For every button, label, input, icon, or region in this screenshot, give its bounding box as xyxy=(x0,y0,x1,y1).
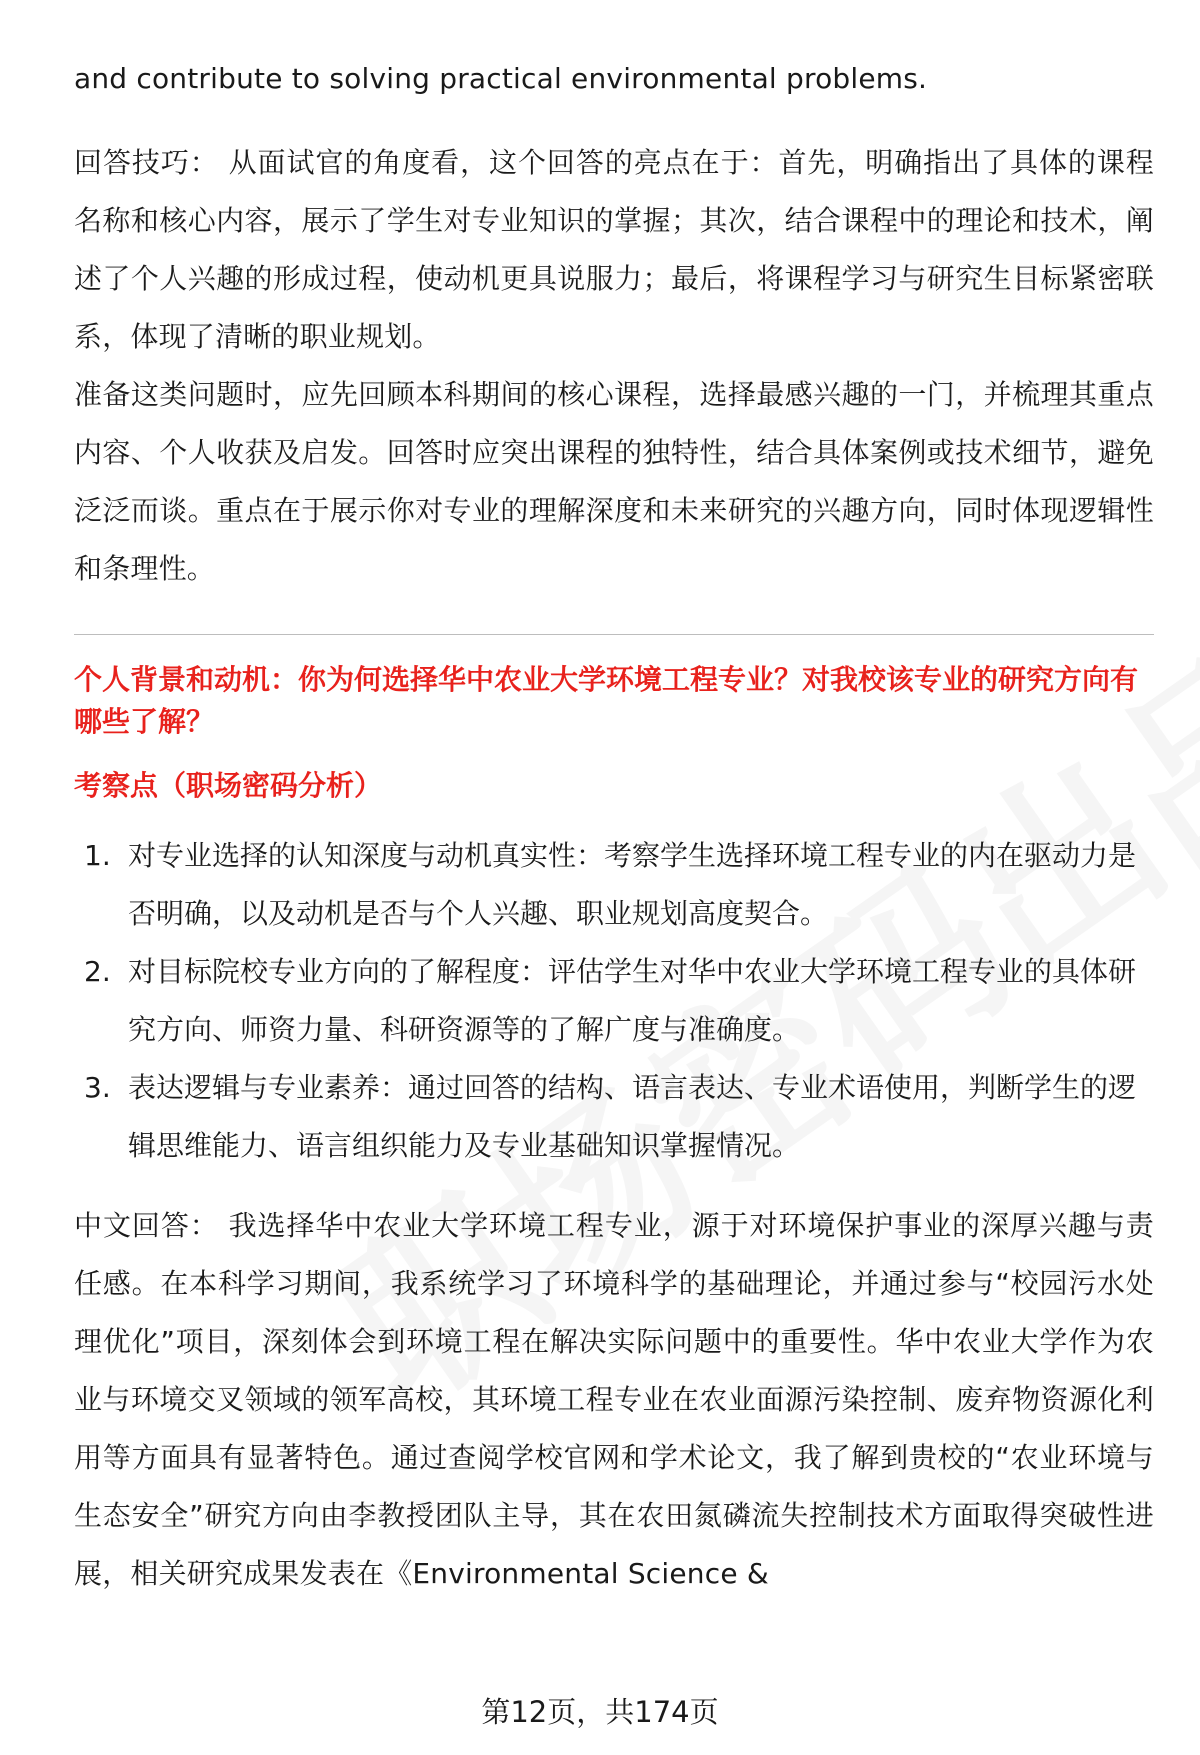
list-item xyxy=(74,827,1154,943)
list-item xyxy=(74,1059,1154,1175)
answer-paragraph xyxy=(74,1197,1154,1603)
list-number: 2. xyxy=(84,955,111,988)
prep-paragraph: 准备这类问题时，应先回顾本科期间的核心课程，选择最感兴趣的一门，并梳理其重点内容、个人收获及启发。回答时应突出课程的独特性，结合具体案例或技术细节，避免泛泛而谈。重点在于展示你对专业的理解深度和未来研究的兴趣方向，同时体现逻辑性和条理性。 xyxy=(74,378,1154,585)
list-number: 3. xyxy=(84,1071,111,1104)
page-number: 第12页，共174页 xyxy=(481,1695,719,1729)
intro-paragraph: and contribute to solving practical environmental problems. xyxy=(74,62,928,95)
list-item xyxy=(74,943,1154,1059)
answer-text: 我选择华中农业大学环境工程专业，源于对环境保护事业的深厚兴趣与责任感。在本科学习期间，我系统学习了环境科学的基础理论，并通过参与“校园污水处理优化”项目，深刻体会到环境工程在解决实际问题中的重要性。华中农业大学作为农业与环境交叉领域的领军高校，其环境工程专业在农业面源污染控制、废弃物资源化利用等方面具有显著特色。通过查阅学校官网和学术论文，我了解到贵校的“农业环境与生态安全”研究方向由李教授团队主导，其在农田氮磷流失控制技术方面取得突破性进展，相关研究成果发表在《Environmental Science & xyxy=(74,1209,1154,1590)
list-text: 对目标院校专业方向的了解程度：评估学生对华中农业大学环境工程专业的具体研究方向、师资力量、科研资源等的了解广度与准确度。 xyxy=(128,955,1137,1046)
question-title: 个人背景和动机：你为何选择华中农业大学环境工程专业？对我校该专业的研究方向有哪些了解？ xyxy=(74,663,1139,738)
list-text: 表达逻辑与专业素养：通过回答的结构、语言表达、专业术语使用，判断学生的逻辑思维能力、语言组织能力及专业基础知识掌握情况。 xyxy=(128,1071,1137,1162)
section-divider xyxy=(74,634,1154,635)
tips-text: 从面试官的角度看，这个回答的亮点在于：首先，明确指出了具体的课程名称和核心内容，展示了学生对专业知识的掌握；其次，结合课程中的理论和技术，阐述了个人兴趣的形成过程，使动机更具说服力；最后，将课程学习与研究生目标紧密联系，体现了清晰的职业规划。 xyxy=(74,146,1154,353)
points-title: 考察点（职场密码分析） xyxy=(74,769,383,802)
document-page xyxy=(74,50,1154,1603)
points-list xyxy=(74,827,1154,1175)
list-number: 1. xyxy=(84,839,111,872)
list-text: 对专业选择的认知深度与动机真实性：考察学生选择环境工程专业的内在驱动力是否明确，以及动机是否与个人兴趣、职业规划高度契合。 xyxy=(128,839,1137,930)
tips-paragraph xyxy=(74,134,1154,366)
tips-label: 回答技巧： xyxy=(74,146,219,179)
answer-label: 中文回答： xyxy=(74,1209,219,1242)
